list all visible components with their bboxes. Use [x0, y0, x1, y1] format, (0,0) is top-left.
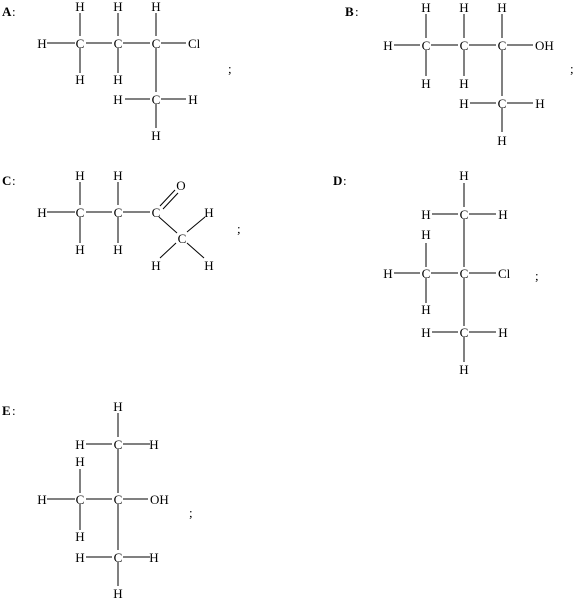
- atom: H: [37, 36, 47, 51]
- atom: H: [204, 258, 214, 273]
- atom: H: [459, 168, 469, 183]
- atom: H: [383, 266, 393, 281]
- structure-d: [333, 168, 539, 377]
- atom: C: [421, 266, 431, 281]
- atom: H: [421, 302, 431, 317]
- atom: H: [151, 258, 161, 273]
- structure-e: [2, 399, 193, 601]
- label-d: D: [333, 173, 343, 188]
- atom: C: [151, 36, 161, 51]
- atom: Cl: [498, 266, 511, 281]
- atom: H: [75, 437, 85, 452]
- atom: H: [37, 492, 47, 507]
- atom: H: [497, 133, 507, 148]
- terminator-a: ;: [228, 61, 232, 76]
- label-c: C: [2, 173, 12, 188]
- structure-a: [2, 0, 232, 143]
- atom: H: [383, 38, 393, 53]
- label-a-colon: :: [12, 4, 16, 19]
- atom: C: [459, 266, 469, 281]
- atom: H: [113, 72, 123, 87]
- atom: H: [497, 0, 507, 15]
- label-d-colon: :: [343, 173, 347, 188]
- atom: H: [535, 96, 545, 111]
- atom: H: [421, 76, 431, 91]
- label-c-colon: :: [12, 173, 16, 188]
- atom: C: [497, 96, 507, 111]
- atom: C: [113, 492, 123, 507]
- label-e: E: [2, 403, 11, 418]
- atom: C: [151, 205, 161, 220]
- atom: C: [459, 325, 469, 340]
- atom: H: [37, 205, 47, 220]
- atom: H: [75, 454, 85, 469]
- terminator-d: ;: [535, 268, 539, 283]
- atom: H: [151, 0, 161, 14]
- terminator-c: ;: [237, 221, 241, 236]
- atom: O: [176, 178, 186, 193]
- atom: H: [459, 0, 469, 15]
- bond: [187, 217, 205, 232]
- atom: H: [204, 205, 214, 220]
- atom: H: [498, 325, 508, 340]
- structure-b: [345, 0, 574, 148]
- atom: H: [75, 550, 85, 565]
- atom: H: [151, 128, 161, 143]
- atom: C: [75, 36, 85, 51]
- atom: H: [421, 207, 431, 222]
- atom: C: [177, 231, 187, 246]
- atom: Cl: [188, 36, 201, 51]
- atom: H: [113, 168, 123, 183]
- label-a: A: [2, 4, 12, 19]
- atom: H: [459, 96, 469, 111]
- bond: [160, 243, 176, 258]
- atom: H: [113, 586, 123, 601]
- label-b-colon: :: [355, 4, 359, 19]
- atom: H: [75, 72, 85, 87]
- atom: H: [75, 529, 85, 544]
- atom: C: [459, 38, 469, 53]
- atom: H: [113, 242, 123, 257]
- bond: [187, 243, 204, 258]
- atom: C: [151, 92, 161, 107]
- label-b: B: [345, 4, 354, 19]
- label-e-colon: :: [12, 403, 16, 418]
- atom: H: [459, 362, 469, 377]
- atom: C: [113, 437, 123, 452]
- atom: C: [113, 205, 123, 220]
- atom: H: [113, 92, 123, 107]
- atom: H: [75, 242, 85, 257]
- atom: H: [75, 168, 85, 183]
- atom: H: [421, 227, 431, 242]
- atom: C: [113, 550, 123, 565]
- atom: C: [113, 36, 123, 51]
- atom: H: [149, 437, 159, 452]
- atom: H: [113, 0, 123, 14]
- atom: C: [421, 38, 431, 53]
- terminator-b: ;: [570, 61, 574, 76]
- atom: H: [149, 550, 159, 565]
- atom: H: [421, 325, 431, 340]
- atom: C: [497, 38, 507, 53]
- atom: C: [75, 205, 85, 220]
- terminator-e: ;: [189, 505, 193, 520]
- atom: C: [75, 492, 85, 507]
- atom: H: [113, 399, 123, 414]
- structure-c: [2, 168, 241, 273]
- bond: [159, 217, 177, 233]
- atom: OH: [150, 492, 169, 507]
- atom: H: [498, 207, 508, 222]
- atom: OH: [535, 38, 554, 53]
- atom: H: [75, 0, 85, 14]
- atom: H: [459, 76, 469, 91]
- atom: H: [421, 0, 431, 15]
- atom: C: [459, 207, 469, 222]
- atom: H: [188, 92, 198, 107]
